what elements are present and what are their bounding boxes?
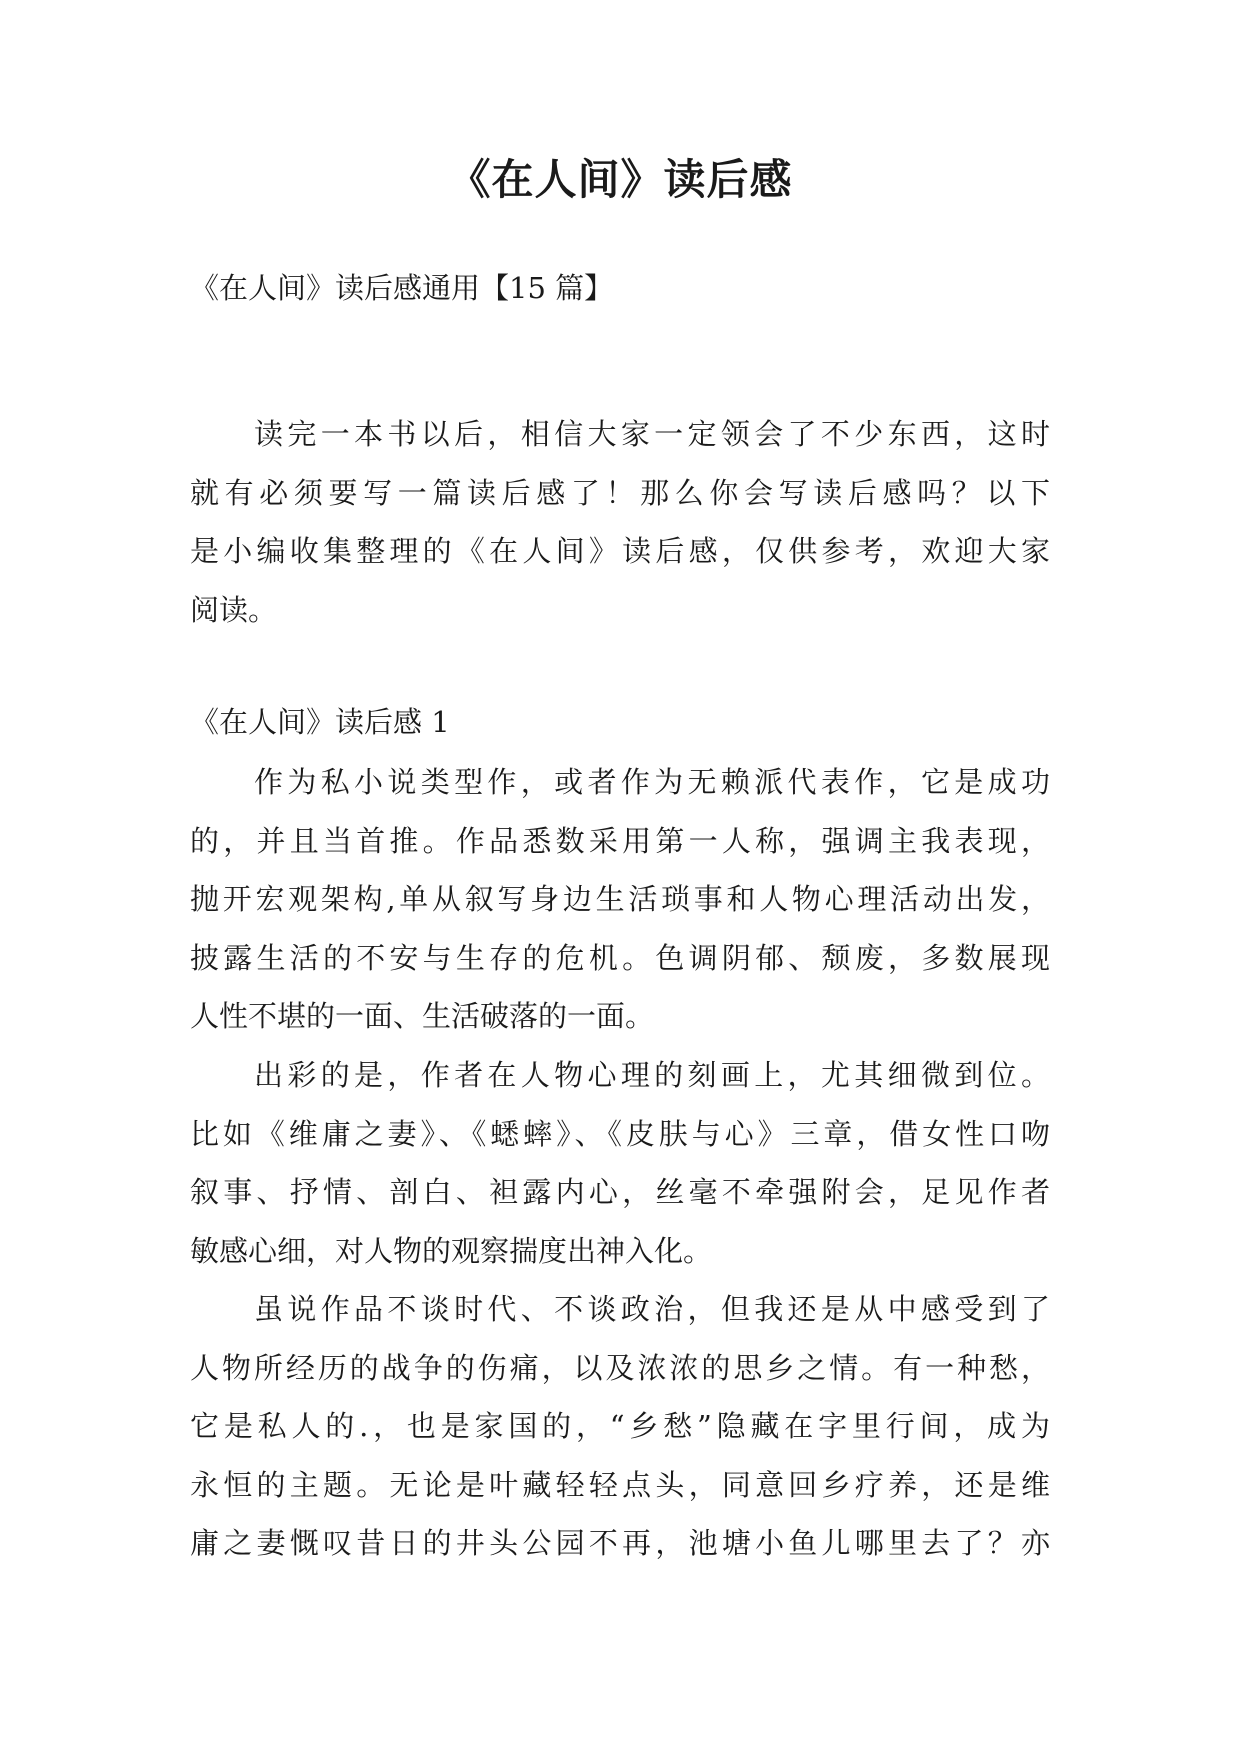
paragraph-line: 的，并且当首推。作品悉数采用第一人称，强调主我表现， — [190, 823, 1050, 858]
paragraph-line: 虽说作品不谈时代、不谈政治，但我还是从中感受到了 — [254, 1292, 1050, 1326]
paragraph-line: 叙事、抒情、剖白、袒露内心，丝毫不牵强附会，足见作者 — [190, 1175, 1050, 1209]
paragraph-3 — [190, 1280, 1050, 1573]
paragraph-2 — [190, 1046, 1050, 1280]
paragraph-line: 人性不堪的一面、生活破落的一面。 — [190, 999, 655, 1033]
paragraph-line: 它是私人的.，也是家国的，“乡愁”隐藏在字里行间，成为 — [190, 1409, 1050, 1443]
paragraph-line: 永恒的主题。无论是叶藏轻轻点头，同意回乡疗养，还是维 — [190, 1467, 1050, 1502]
document-subtitle: 《在人间》读后感通用【15 篇】 — [190, 271, 614, 305]
paragraph-line: 敏感心细，对人物的观察揣度出神入化。 — [190, 1233, 713, 1268]
paragraph-line: 比如《维庸之妻》、《蟋蟀》、《皮肤与心》三章，借女性口吻 — [190, 1116, 1050, 1151]
paragraph-line: 披露生活的不安与生存的危机。色调阴郁、颓废，多数展现 — [190, 940, 1050, 975]
intro-line: 就有必须要写一篇读后感了！那么你会写读后感吗？以下 — [190, 475, 1050, 510]
paragraph-line: 作为私小说类型作，或者作为无赖派代表作，它是成功 — [254, 765, 1050, 799]
paragraph-line: 庸之妻慨叹昔日的井头公园不再，池塘小鱼儿哪里去了？亦 — [190, 1526, 1050, 1560]
paragraph-line: 出彩的是，作者在人物心理的刻画上，尤其细微到位。 — [254, 1058, 1050, 1092]
intro-paragraph — [190, 405, 1050, 639]
document-title: 《在人间》读后感 — [448, 155, 793, 204]
intro-line: 读完一本书以后，相信大家一定领会了不少东西，这时 — [254, 417, 1050, 451]
paragraph-1 — [190, 753, 1050, 1046]
section-heading: 《在人间》读后感 1 — [190, 705, 450, 739]
intro-line: 阅读。 — [190, 592, 278, 627]
paragraph-line: 人物所经历的战争的伤痛，以及浓浓的思乡之情。有一种愁， — [190, 1350, 1050, 1385]
paragraph-line: 抛开宏观架构,单从叙写身边生活琐事和人物心理活动出发， — [190, 882, 1050, 916]
intro-line: 是小编收集整理的《在人间》读后感，仅供参考，欢迎大家 — [190, 534, 1050, 568]
